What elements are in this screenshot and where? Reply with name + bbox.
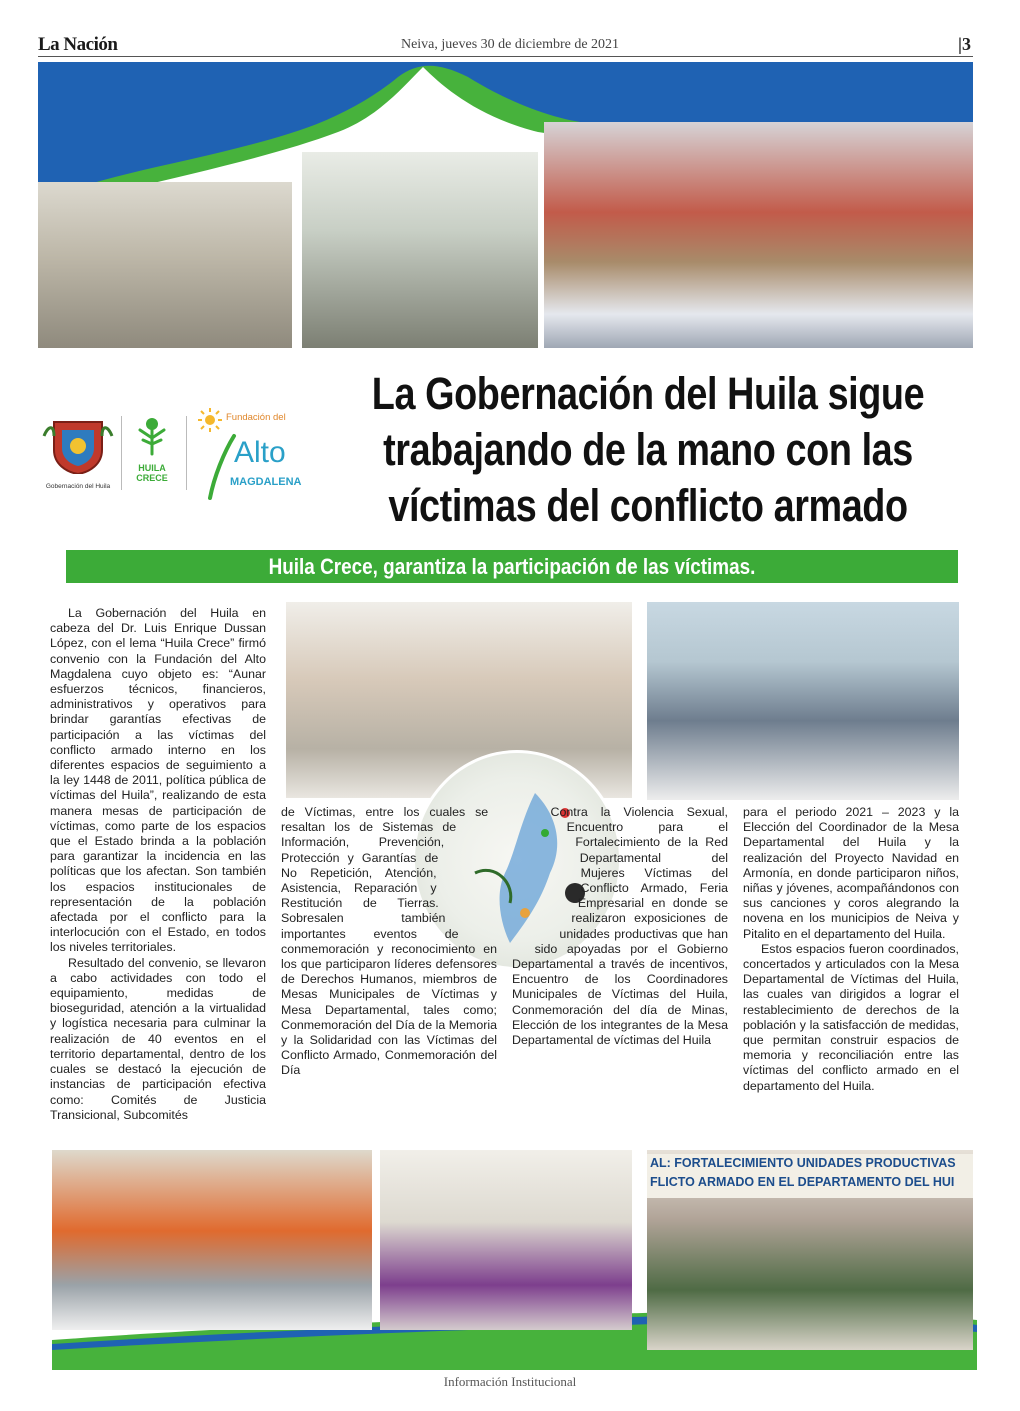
column-3 <box>512 805 728 1048</box>
alto-label: Alto <box>234 436 286 469</box>
photo-officials-signing <box>38 182 292 348</box>
column-2 <box>281 805 497 1079</box>
headline-line-3: víctimas del conflicto armado <box>388 480 908 531</box>
paragraph: Resultado del convenio, se llevaron a cabo actividades con todo el equipamiento, medidas de bioseguridad, atención a la virtualidad y logística necesaria para culminar la realización de 40 eventos en el territorio departamental, dentro de los cuales se destacó la ejecución de instancias de participación efectiva como: Comités de Justicia Transicional, Subcomités <box>50 955 266 1122</box>
sun-icon <box>198 408 222 432</box>
tree-figure-icon <box>127 414 177 458</box>
huila-crece-logo <box>127 414 177 494</box>
masthead: La Nación <box>38 34 118 55</box>
photo-group-celebration <box>544 122 973 348</box>
fair-banner <box>647 1154 973 1198</box>
headline-line-1: La Gobernación del Huila sigue <box>371 368 925 419</box>
paragraph: Estos espacios fueron coordinados, concertados y articulados con la Mesa Departamental de Víctimas del Huila, las cuales van dirigidos a lograr el restablecimiento de derechos de la población y la satisfacción de medidas, que permitan construir espacios de memoria y reconciliación entre las víctimas del conflicto armado en el departamento del Huila. <box>743 941 959 1093</box>
paragraph: Contra la Violencia Sexual, Encuentro para el Fortalecimiento de la Red Departamental del Mujeres Víctimas del Conflicto Armado, Feria Empresarial en donde se realizaron exposiciones de unidades productivas que han sido apoyadas por el Gobierno Departamental a través de incentivos, Encuentro de los Coordinadores Municipales de Víctimas del Huila, Conmemoración del día de Minas, Elección de los integrantes de la Mesa Departamental de víctimas del Huila <box>512 805 728 1048</box>
photo-group-certificates <box>647 602 959 800</box>
paragraph: de Víctimas, entre los cuales se resaltan los de Sistemas de Información, Prevención, Protección y Garantías de No Repetición, Atención, Asistencia, Reparación y Restitución de Tierras. Sobresalen también importantes eventos de conmemoración y reconocimiento en los que participaron líderes defensores de Derechos Humanos, miembros de Mesas Municipales de Víctimas y Mesa Departamental, tales como; Conmemoración del Día de la Memoria y la Solidaridad con las Víctimas del Conflicto Armado, Conmemoración del Día <box>281 805 497 1078</box>
magdalena-label: MAGDALENA <box>230 476 302 488</box>
column-1 <box>50 606 266 1123</box>
subheadline: Huila Crece, garantiza la participación de las víctimas. <box>268 554 756 579</box>
photo-meeting-room <box>302 152 538 348</box>
dateline: Neiva, jueves 30 de diciembre de 2021 <box>400 37 620 52</box>
gobernacion-logo <box>40 416 116 496</box>
paragraph: La Gobernación del Huila en cabeza del Dr. Luis Enrique Dussan López, con el lema “Huila Crece” firmó convenio con la Fundación del Alto Magdalena cuyo objeto es: “Aunar esfuerzos técnicos, financieros, administrativos y operativos para brindar garantías efectivas de participación a las víctimas del conflicto armado interno en los diferentes espacios de seguimiento a la ley 1448 de 2011, política pública de víctimas del Huila”, realizando de esta manera mesas de participación de víctimas, como parte de los espacios que el Estado brinda a la población para garantizar la incidencia en las políticas que los afectan. Son también los espacios institucionales de representación de la población afectada por el conflicto para la interlocución con el Estado, en todos los niveles territoriales. <box>50 606 266 955</box>
page-number: |3 <box>958 34 971 54</box>
footer-label: Información Institucional <box>443 1374 577 1389</box>
coat-of-arms-icon <box>40 416 116 474</box>
photo-volunteers <box>52 1150 372 1330</box>
header-rule <box>38 56 973 57</box>
huila-crece-text: HUILA CRECE <box>136 463 168 483</box>
gobernacion-caption: Gobernación del Huila <box>45 483 111 490</box>
paragraph: para el periodo 2021 – 2023 y la Elección del Coordinador de la Mesa Departamental del Huila y la realización del Proyecto Navidad en Armonía, en donde participaron niños, niñas y jóvenes, acompañándonos con sus canciones y coros alegrando la novena en los municipios de Neiva y Pitalito en el departamento del Huila. <box>743 805 959 941</box>
fair-banner-line-1: AL: FORTALECIMIENTO UNIDADES PRODUCTIVAS <box>650 1156 956 1170</box>
fundacion-label: Fundación del <box>226 412 286 423</box>
photo-productive-fair <box>647 1150 973 1350</box>
logo-divider <box>121 416 122 490</box>
logo-divider-2 <box>186 416 187 490</box>
headline <box>371 366 925 534</box>
fundacion-alto-magdalena-logo <box>198 408 310 502</box>
column-4 <box>743 805 959 1094</box>
headline-line-2: trabajando de la mano con las <box>383 424 913 475</box>
fair-banner-line-2: FLICTO ARMADO EN EL DEPARTAMENTO DEL HUI <box>650 1175 955 1189</box>
photo-ceremony-stage <box>380 1150 632 1330</box>
